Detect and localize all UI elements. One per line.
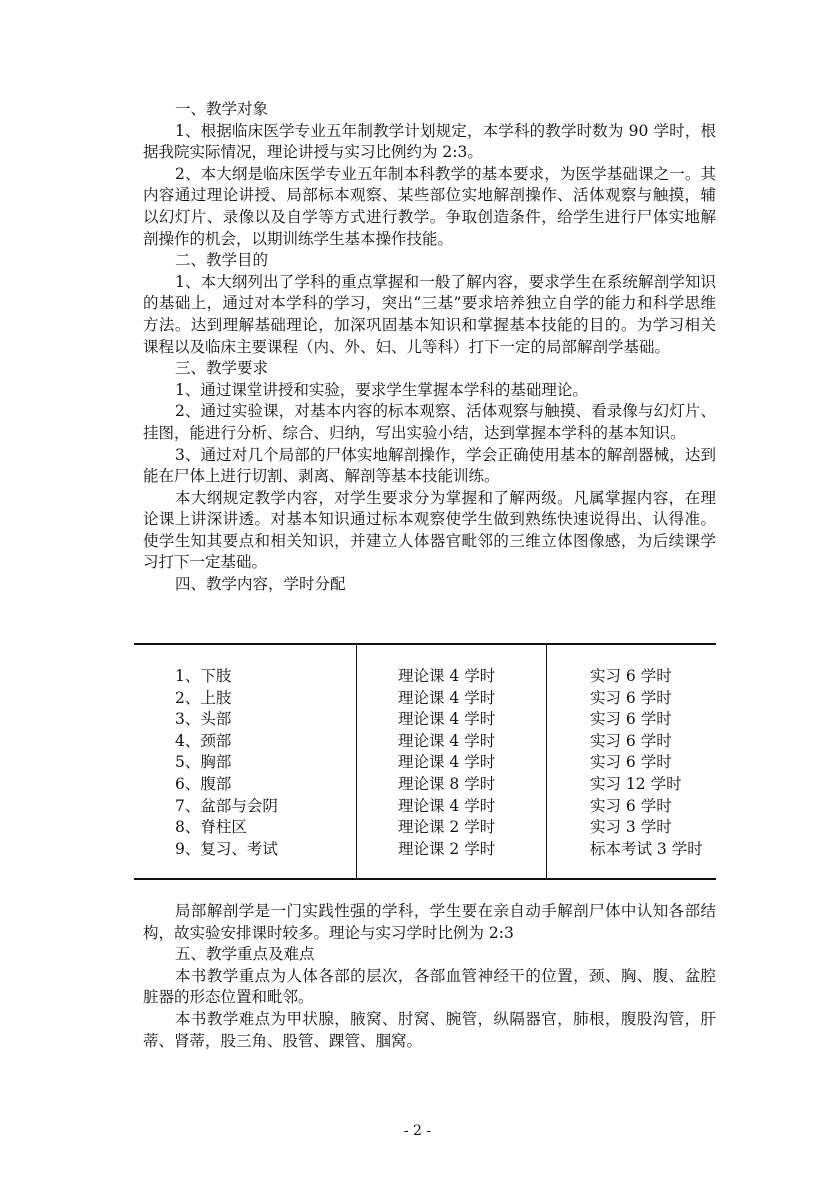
theory-cell: 理论课 2 学时 — [398, 818, 496, 837]
theory-cell: 理论课 4 学时 — [398, 753, 496, 772]
practice-cell: 实习 12 学时 — [590, 774, 682, 793]
section-heading-1: 一、教学对象 — [175, 100, 269, 118]
post-table-text-block — [143, 901, 716, 1052]
practice-cell: 实习 6 学时 — [590, 796, 672, 815]
theory-cell: 理论课 4 学时 — [398, 731, 496, 750]
section-heading-5: 五、教学重点及难点 — [175, 945, 315, 964]
practice-cell: 实习 6 学时 — [590, 710, 672, 729]
theory-cell: 理论课 2 学时 — [398, 839, 496, 858]
paragraph: 2、通过实验课，对基本内容的标本观察、活体观察与触摸、看录像与幻灯片、挂图，能进行分析、综合、归纳，写出实验小结，达到掌握本学科的基本知识。 — [143, 402, 716, 442]
topic-cell: 2、上肢 — [175, 688, 232, 707]
practice-cell: 实习 3 学时 — [590, 818, 672, 837]
practice-cell: 标本考试 3 学时 — [590, 839, 703, 858]
main-text-block — [143, 99, 716, 596]
theory-cell: 理论课 8 学时 — [398, 774, 496, 793]
practice-cell: 实习 6 学时 — [590, 753, 672, 772]
practice-cell: 实习 6 学时 — [590, 731, 672, 750]
practice-column — [546, 645, 717, 878]
topic-cell: 6、腹部 — [175, 774, 232, 793]
paragraph: 1、通过课堂讲授和实验，要求学生掌握本学科的基础理论。 — [175, 380, 588, 399]
section-heading-3: 三、教学要求 — [175, 359, 269, 378]
topic-cell: 3、头部 — [175, 710, 232, 729]
theory-column — [356, 645, 547, 878]
topic-column — [134, 645, 356, 878]
paragraph: 本大纲规定教学内容，对学生要求分为掌握和了解两级。凡属掌握内容，在理论课上讲深讲透。对基本知识通过标本观察使学生做到熟练快速说得出、认得准。使学生知其要点和相关知识，并建立人体器官毗邻的三维立体图像感，为后续课学习打下一定基础。 — [143, 488, 716, 572]
paragraph: 本书教学难点为甲状腺，腋窝、肘窝、腕管，纵隔器官，肺根，腹股沟管，肝蒂、肾蒂，股三角、股管、踝管、腘窝。 — [143, 1009, 716, 1050]
topic-cell: 7、盆部与会阴 — [175, 796, 278, 815]
section-heading-2: 二、教学目的 — [175, 251, 269, 270]
theory-cell: 理论课 4 学时 — [398, 710, 496, 729]
topic-cell: 1、下肢 — [175, 667, 232, 685]
section-heading-4: 四、教学内容，学时分配 — [175, 575, 346, 594]
paragraph: 1、根据临床医学专业五年制教学计划规定，本学科的教学时数为 90 学时，根据我院实际情况，理论讲授与实习比例约为 2:3。 — [143, 121, 716, 162]
practice-cell: 实习 6 学时 — [590, 667, 672, 685]
page-number: - 2 - — [403, 1123, 432, 1139]
schedule-table — [134, 643, 716, 880]
topic-cell: 5、胸部 — [175, 753, 232, 772]
paragraph: 3、通过对几个局部的尸体实地解剖操作，学会正确使用基本的解剖器械，达到能在尸体上进行切割、剥离、解剖等基本技能训练。 — [143, 445, 716, 486]
practice-cell: 实习 6 学时 — [590, 688, 672, 707]
paragraph: 2、本大纲是临床医学专业五年制本科教学的基本要求，为医学基础课之一。其内容通过理论讲授、局部标本观察、某些部位实地解剖操作、活体观察与触摸，辅以幻灯片、录像以及自学等方式进行教学。争取创造条件，给学生进行尸体实地解剖操作的机会，以期训练学生基本操作技能。 — [143, 164, 716, 248]
topic-cell: 9、复习、考试 — [175, 839, 278, 858]
theory-cell: 理论课 4 学时 — [398, 796, 496, 815]
theory-cell: 理论课 4 学时 — [398, 667, 496, 685]
theory-cell: 理论课 4 学时 — [398, 688, 496, 707]
paragraph: 局部解剖学是一门实践性强的学科，学生要在亲自动手解剖尸体中认知各部结构，故实验安排课时较多。理论与实习学时比例为 2:3 — [143, 902, 716, 942]
paragraph: 1、本大纲列出了学科的重点掌握和一般了解内容，要求学生在系统解剖学知识的基础上，通过对本学科的学习，突出“三基”要求培养独立自学的能力和科学思维方法。达到理解基础理论，加深巩固基本知识和掌握基本技能的目的。为学习相关课程以及临床主要课程（内、外、妇、儿等科）打下一定的局部解剖学基础。 — [143, 272, 716, 356]
topic-cell: 4、颈部 — [175, 731, 232, 750]
topic-cell: 8、脊柱区 — [175, 818, 247, 837]
paragraph: 本书教学重点为人体各部的层次，各部血管神经干的位置，颈、胸、腹、盆腔脏器的形态位置和毗邻。 — [143, 966, 716, 1007]
